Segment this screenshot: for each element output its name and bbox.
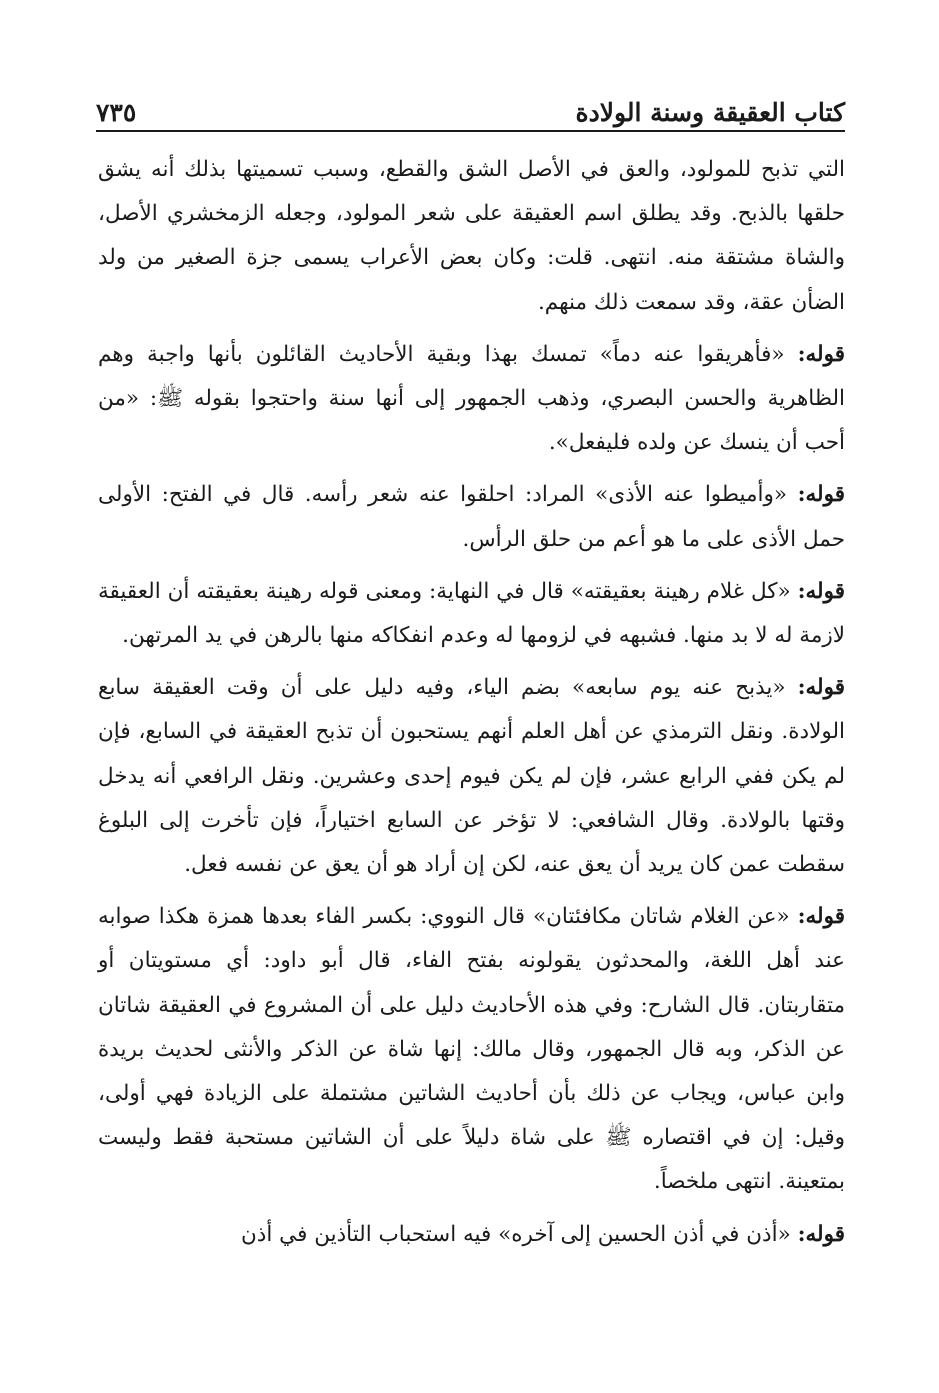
paragraph-lead: قوله: bbox=[797, 904, 845, 930]
paragraph bbox=[98, 570, 845, 658]
paragraph bbox=[98, 1213, 845, 1257]
paragraph-text: «عن الغلام شاتان مكافئتان» قال النووي: بكسر الفاء بعدها همزة هكذا صوابه عند أهل اللغة، والمحدثون يقولونه بفتح الفاء، قال أبو داود: أي مستويتان أو متقاربتان. قال الشارح: وفي هذه الأحاديث دليل على أن المشروع في العقيقة شاتان عن الذكر، وبه قال الجمهور، وقال مالك: إنها شاة عن الذكر والأنثى لحديث بريدة وابن عباس، ويجاب عن ذلك بأن أحاديث الشاتين مشتملة على الزيادة فهي أولى، وقيل: إن في اقتصاره ﷺ على شاة دليلاً على أن الشاتين مستحبة فقط وليست بمتعينة. انتهى ملخصاً. bbox=[98, 904, 845, 1195]
paragraph-text: التي تذبح للمولود، والعق في الأصل الشق والقطع، وسبب تسميتها بذلك أنه يشق حلقها بالذبح. وقد يطلق اسم العقيقة على شعر المولود، وجعله الزمخشري الأصل، والشاة مشتقة منه. انتهى. قلت: وكان بعض الأعراب يسمى جزة الصغير من ولد الضأن عقة، وقد سمعت ذلك منهم. bbox=[98, 157, 845, 315]
header-rule bbox=[96, 130, 845, 132]
paragraph-text: «أذن في أذن الحسين إلى آخره» فيه استحباب التأذين في أذن bbox=[241, 1221, 798, 1247]
paragraph bbox=[98, 333, 845, 466]
running-title: كتاب العقيقة وسنة الولادة bbox=[575, 98, 845, 127]
paragraph bbox=[98, 895, 845, 1204]
paragraph-text: «يذبح عنه يوم سابعه» بضم الياء، وفيه دليل على أن وقت العقيقة سابع الولادة. ونقل الترمذي عن أهل العلم أنهم يستحبون أن تذبح العقيقة في السابع، فإن لم يكن ففي الرابع عشر، فإن لم يكن فيوم إحدى وعشرين. ونقل الرافعي أنه يدخل وقتها بالولادة. وقال الشافعي: لا تؤخر عن السابع اختياراً، فإن تأخرت إلى البلوغ سقطت عمن كان يريد أن يعق عنه، لكن إن أراد هو أن يعق عن نفسه فعل. bbox=[98, 675, 845, 878]
paragraph-lead: قوله: bbox=[797, 341, 845, 367]
paragraph-lead: قوله: bbox=[797, 675, 845, 701]
page-number: ٧٣٥ bbox=[96, 98, 137, 127]
body-text bbox=[98, 148, 845, 1265]
paragraph-text: «فأهريقوا عنه دماً» تمسك بهذا وبقية الأحاديث القائلون بأنها واجبة وهم الظاهرية والحسن البصري، وذهب الجمهور إلى أنها سنة واحتجوا بقوله ﷺ: «من أحب أن ينسك عن ولده فليفعل». bbox=[98, 341, 845, 456]
paragraph bbox=[98, 148, 845, 325]
paragraph bbox=[98, 666, 845, 887]
paragraph-lead: قوله: bbox=[797, 578, 845, 604]
paragraph-lead: قوله: bbox=[797, 1221, 845, 1247]
paragraph-text: «كل غلام رهينة بعقيقته» قال في النهاية: ومعنى قوله رهينة بعقيقته أن العقيقة لازمة له لا بد منها. فشبهه في لزومها له وعدم انفكاكه منها بالرهن في يد المرتهن. bbox=[98, 578, 845, 649]
paragraph-text: «وأميطوا عنه الأذى» المراد: احلقوا عنه شعر رأسه. قال في الفتح: الأولى حمل الأذى على ما هو أعم من حلق الرأس. bbox=[98, 482, 845, 552]
page-header bbox=[96, 78, 845, 130]
paragraph bbox=[98, 473, 845, 561]
paragraph-lead: قوله: bbox=[797, 482, 845, 508]
